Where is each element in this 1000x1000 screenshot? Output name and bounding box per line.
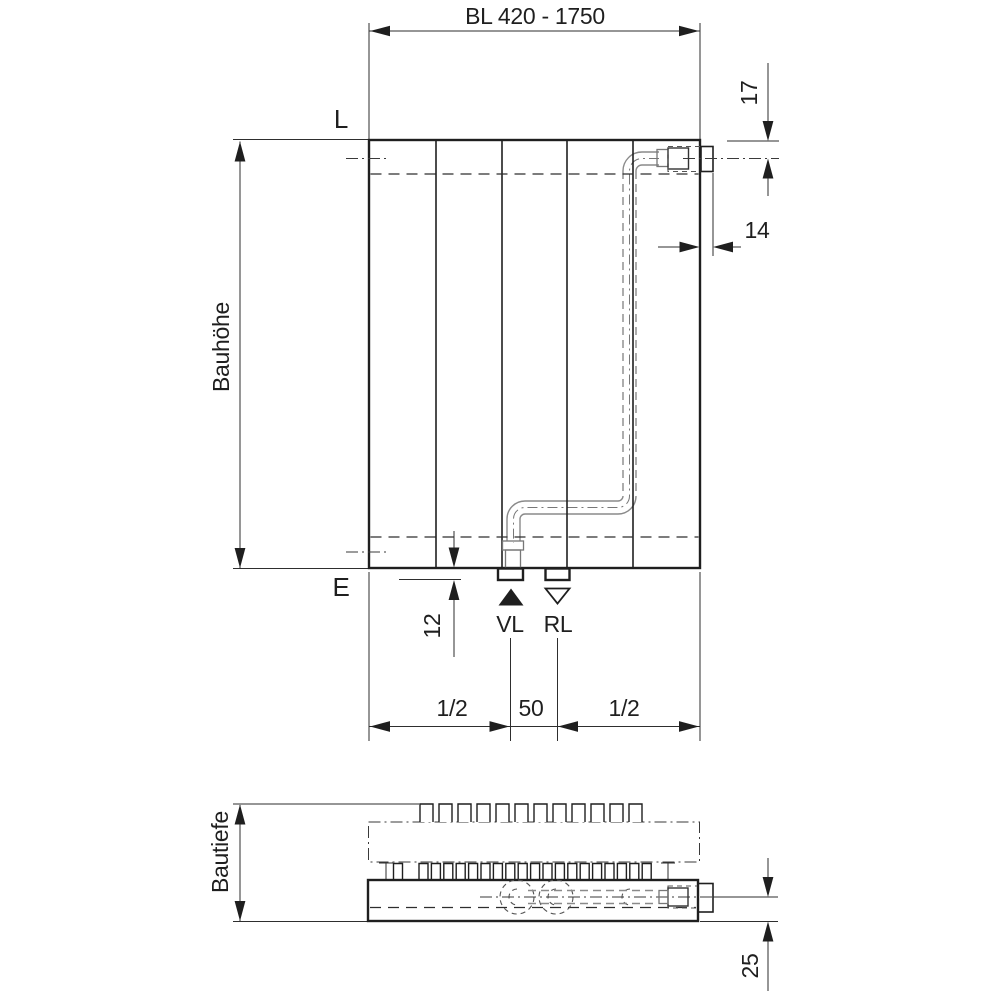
depth-label: Bautiefe [207, 811, 234, 893]
arrowhead [558, 721, 578, 732]
dim-12-label: 12 [419, 613, 446, 639]
dim-half-left-label: 1/2 [436, 695, 468, 721]
arrowhead [679, 26, 699, 37]
vl-label: VL [496, 611, 524, 637]
bottom-view [207, 804, 778, 991]
top-connection-fitting [657, 147, 779, 172]
convector-fins-upper [420, 804, 642, 822]
arrowhead [370, 721, 390, 732]
rl-stub [546, 569, 570, 581]
dim-bauhoehe [208, 140, 368, 569]
label-l: L [333, 104, 349, 134]
convector-fins-lower [379, 863, 675, 881]
arrowhead [449, 580, 460, 600]
arrowhead [713, 242, 733, 253]
bl-dimension-label: BL 420 - 1750 [465, 3, 605, 29]
dim-25 [700, 858, 778, 991]
arrowhead [763, 877, 774, 897]
connection-ports [480, 880, 713, 914]
arrowhead [763, 121, 774, 141]
radiator-body [346, 140, 700, 568]
dim-bottom-chain [369, 572, 700, 741]
rl-label: RL [543, 611, 573, 637]
phantom-depth-outline [369, 822, 700, 862]
height-label: Bauhöhe [208, 302, 235, 392]
vl-fitting [503, 541, 524, 568]
supply-pipe [507, 152, 659, 543]
arrowhead [235, 548, 246, 568]
dim-25-label: 25 [737, 953, 764, 979]
arrowhead [763, 922, 774, 942]
arrowhead [235, 805, 246, 825]
arrowhead [763, 159, 774, 179]
arrowhead [679, 721, 699, 732]
dim-50-label: 50 [518, 695, 544, 721]
front-view [208, 3, 779, 741]
radiator-outline [369, 140, 700, 568]
arrowhead [235, 142, 246, 162]
dim-17 [727, 63, 779, 196]
return-triangle-icon [546, 589, 570, 604]
vl-stub [498, 569, 523, 581]
section-bar [368, 880, 713, 921]
dim-12 [399, 531, 461, 657]
arrowhead [449, 548, 460, 568]
label-e: E [332, 572, 350, 602]
arrowhead [370, 26, 390, 37]
supply-triangle-icon [499, 589, 524, 606]
dim-17-label: 17 [736, 80, 763, 106]
dim-14 [658, 173, 770, 256]
arrowhead [680, 242, 700, 253]
arrowhead [235, 901, 246, 921]
dim-half-right-label: 1/2 [608, 695, 640, 721]
radiator-columns [436, 141, 633, 567]
arrowhead [490, 721, 510, 732]
dim-bl [369, 3, 700, 139]
dim-14-label: 14 [744, 217, 770, 243]
